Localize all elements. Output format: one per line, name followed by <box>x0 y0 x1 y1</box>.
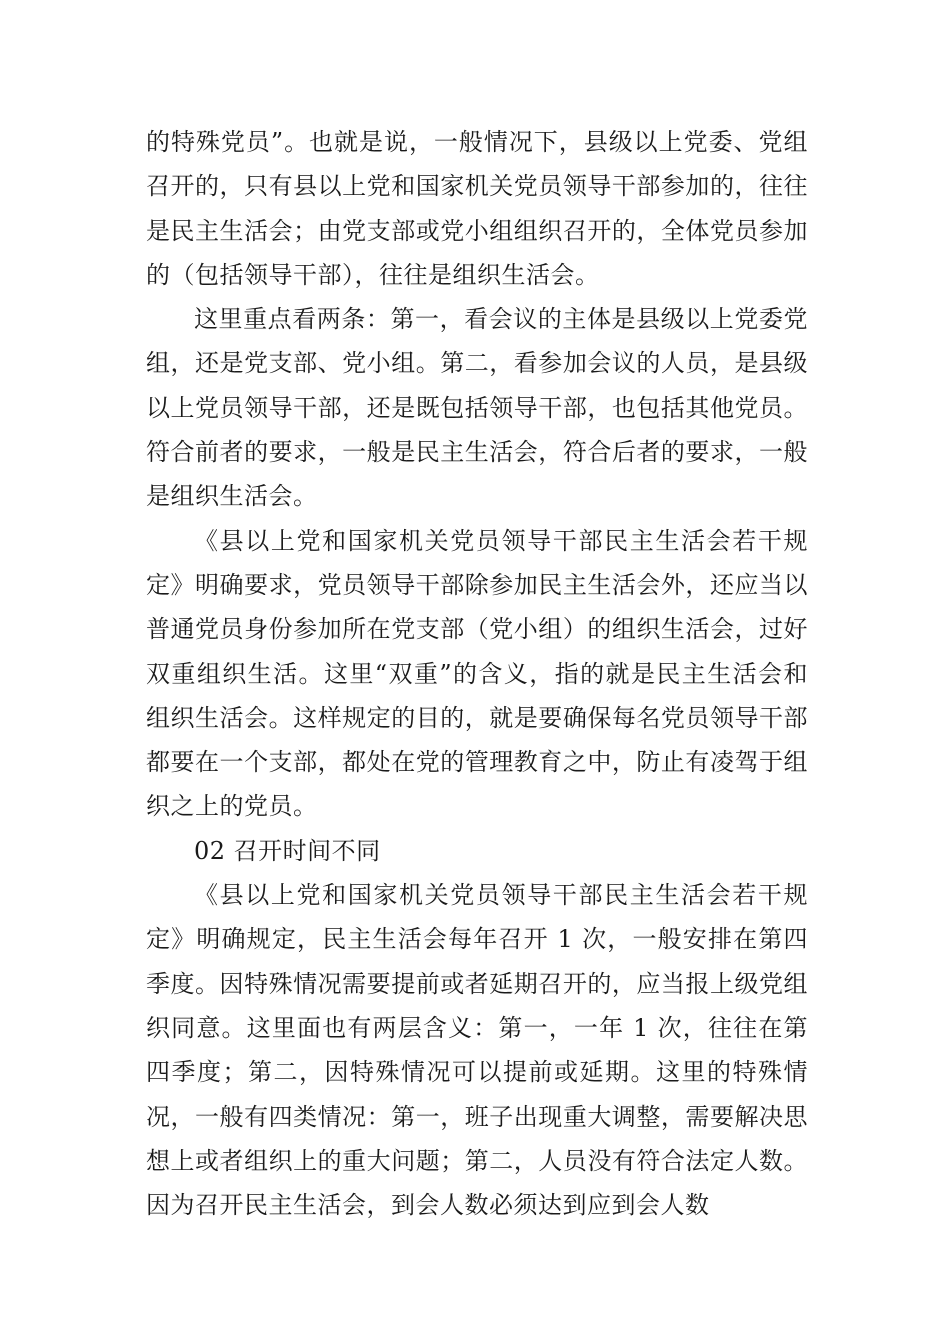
paragraph-1: 的特殊党员”。也就是说，一般情况下，县级以上党委、党组召开的，只有县以上党和国家机关党员领导干部参加的，往往是民主生活会；由党支部或党小组组织召开的，全体党员参加的（包括领导干部），往往是组织生活会。 <box>146 128 808 289</box>
document-body <box>146 120 808 1227</box>
paragraph-3: 《县以上党和国家机关党员领导干部民主生活会若干规定》明确要求，党员领导干部除参加民主生活会外，还应当以普通党员身份参加所在党支部（党小组）的组织生活会，过好双重组织生活。这里“双重”的含义，指的就是民主生活会和组织生活会。这样规定的目的，就是要确保每名党员领导干部都要在一个支部，都处在党的管理教育之中，防止有凌驾于组织之上的党员。 <box>146 526 808 821</box>
section-heading-02: 02 召开时间不同 <box>194 836 381 865</box>
paragraph-2: 这里重点看两条：第一，看会议的主体是县级以上党委党组，还是党支部、党小组。第二，看参加会议的人员，是县级以上党员领导干部，还是既包括领导干部，也包括其他党员。符合前者的要求，一般是民主生活会，符合后者的要求，一般是组织生活会。 <box>146 305 808 511</box>
paragraph-5: 《县以上党和国家机关党员领导干部民主生活会若干规定》明确规定，民主生活会每年召开 1 次，一般安排在第四季度。因特殊情况需要提前或者延期召开的，应当报上级党组织同意。这里面也有两层含义：第一，一年 1 次，往往在第四季度；第二，因特殊情况可以提前或延期。这里的特殊情况，一般有四类情况：第一，班子出现重大调整，需要解决思想上或者组织上的重大问题；第二，人员没有符合法定人数。因为召开民主生活会，到会人数必须达到应到会人数 <box>146 881 808 1220</box>
